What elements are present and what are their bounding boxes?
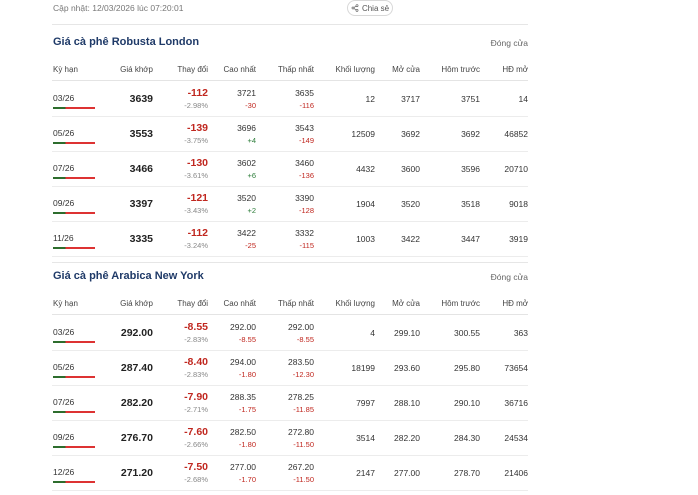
open-interest: 363 (513, 328, 528, 338)
low-price: 267.20 (288, 462, 314, 472)
matched-price: 3397 (129, 198, 153, 210)
previous-close: 3751 (461, 94, 480, 104)
column-header: Giá khớp (120, 65, 153, 74)
open-price: 288.10 (394, 398, 420, 408)
matched-price: 276.70 (120, 432, 153, 444)
high-price: 288.35 (230, 392, 256, 402)
price-change: -7.60 (184, 426, 208, 438)
table-row (52, 116, 528, 152)
arabica-new-york-section (52, 264, 528, 495)
section-title: Giá cà phê Robusta London (53, 36, 200, 48)
price-change-percent: -2.68% (184, 475, 208, 484)
range-bar (53, 107, 95, 109)
contract-term: 05/26 (53, 362, 75, 372)
matched-price: 292.00 (120, 327, 153, 339)
table-row (52, 151, 528, 187)
updated-timestamp: Cập nhật: 12/03/2026 lúc 07:20:01 (53, 3, 184, 13)
volume: 12509 (351, 129, 375, 139)
matched-price: 3553 (129, 128, 153, 140)
contract-term: 05/26 (53, 128, 75, 138)
section-title: Giá cà phê Arabica New York (53, 270, 204, 282)
column-header: Thay đổi (177, 299, 208, 308)
high-price: 292.00 (230, 322, 256, 332)
volume: 18199 (351, 363, 375, 373)
price-change-percent: -2.71% (184, 405, 208, 414)
column-header: Cao nhất (223, 65, 256, 74)
open-interest: 24534 (504, 433, 528, 443)
share-button[interactable] (347, 0, 393, 16)
matched-price: 282.20 (120, 397, 153, 409)
high-price: 294.00 (230, 357, 256, 367)
table-row (52, 186, 528, 222)
low-change: -11.50 (293, 440, 314, 449)
range-bar (53, 376, 95, 378)
divider (52, 262, 528, 263)
column-header: Kỳ hạn (53, 65, 78, 74)
table-row (52, 315, 528, 351)
share-label: Chia sẻ (361, 3, 390, 13)
high-change: -30 (245, 101, 256, 110)
price-change: -139 (186, 122, 208, 134)
high-price: 3602 (237, 158, 256, 168)
table-header (52, 58, 528, 81)
low-price: 278.25 (288, 392, 314, 402)
column-header: Hôm trước (441, 65, 480, 74)
high-price: 277.00 (230, 462, 256, 472)
column-header: Hôm trước (441, 299, 480, 308)
volume: 7997 (356, 398, 375, 408)
volume: 12 (365, 94, 375, 104)
low-change: -12.30 (292, 370, 314, 379)
high-price: 3721 (237, 88, 256, 98)
open-interest: 46852 (504, 129, 528, 139)
price-change-percent: -2.98% (184, 101, 208, 110)
price-change-percent: -3.61% (184, 171, 208, 180)
range-bar (53, 411, 95, 413)
top-bar (0, 0, 698, 18)
open-price: 299.10 (394, 328, 420, 338)
range-bar (53, 341, 95, 343)
price-change: -112 (187, 227, 208, 239)
divider (52, 24, 528, 25)
price-change-percent: -3.24% (184, 241, 208, 250)
low-price: 3543 (295, 123, 314, 133)
column-header: Thay đổi (177, 65, 208, 74)
low-change: -128 (298, 206, 314, 215)
open-price: 3717 (401, 94, 420, 104)
volume: 4 (370, 328, 375, 338)
column-header: Giá khớp (120, 299, 153, 308)
price-change-percent: -2.83% (184, 335, 208, 344)
low-change: -136 (298, 171, 314, 180)
high-price: 3422 (237, 228, 256, 238)
range-bar (53, 142, 95, 144)
column-header: Mở cửa (392, 299, 420, 308)
low-price: 283.50 (288, 357, 314, 367)
low-change: -115 (299, 241, 314, 250)
price-change: -130 (186, 157, 208, 169)
low-price: 3390 (295, 193, 314, 203)
contract-term: 12/26 (53, 467, 75, 477)
matched-price: 3639 (129, 93, 153, 105)
table-row (52, 385, 528, 421)
high-price: 3696 (237, 123, 256, 133)
open-interest: 36716 (504, 398, 528, 408)
range-bar (53, 247, 95, 249)
open-price: 3520 (401, 199, 420, 209)
matched-price: 287.40 (120, 362, 153, 374)
matched-price: 3335 (129, 233, 153, 245)
table-row (52, 221, 528, 257)
open-price: 282.20 (394, 433, 420, 443)
range-bar (53, 177, 95, 179)
high-change: -1.80 (238, 370, 256, 379)
matched-price: 271.20 (120, 467, 153, 479)
low-change: -8.55 (296, 335, 314, 344)
contract-term: 03/26 (53, 327, 75, 337)
table-row (52, 81, 528, 117)
high-change: +6 (247, 171, 256, 180)
range-bar (53, 481, 95, 483)
matched-price: 3466 (129, 163, 153, 175)
column-header: Kỳ hạn (53, 299, 78, 308)
contract-term: 09/26 (53, 198, 75, 208)
market-status: Đóng cửa (490, 272, 528, 282)
volume: 3514 (356, 433, 375, 443)
low-price: 3460 (295, 158, 314, 168)
previous-close: 290.10 (454, 398, 480, 408)
price-change: -112 (187, 87, 208, 99)
low-price: 3635 (295, 88, 314, 98)
market-status: Đóng cửa (490, 38, 528, 48)
contract-term: 07/26 (53, 397, 75, 407)
volume: 1003 (356, 234, 375, 244)
low-change: -116 (299, 101, 314, 110)
high-price: 282.50 (230, 427, 256, 437)
low-price: 272.80 (288, 427, 314, 437)
open-price: 3692 (401, 129, 420, 139)
contract-term: 09/26 (53, 432, 75, 442)
high-change: -1.75 (238, 405, 256, 414)
column-header: Mở cửa (392, 65, 420, 74)
previous-close: 3518 (461, 199, 480, 209)
share-icon (351, 4, 359, 12)
previous-close: 3447 (461, 234, 480, 244)
column-header: Thấp nhất (277, 299, 314, 308)
contract-term: 03/26 (53, 93, 75, 103)
low-change: -11.85 (293, 405, 314, 414)
high-change: -25 (245, 241, 256, 250)
column-header: Cao nhất (223, 299, 256, 308)
price-change: -121 (186, 192, 208, 204)
contract-term: 11/26 (53, 233, 74, 243)
open-interest: 21406 (504, 468, 528, 478)
high-change: +2 (247, 206, 256, 215)
open-interest: 14 (518, 94, 528, 104)
price-change-percent: -2.66% (184, 440, 208, 449)
previous-close: 295.80 (454, 363, 480, 373)
open-interest: 20710 (504, 164, 528, 174)
previous-close: 278.70 (454, 468, 480, 478)
open-price: 3600 (401, 164, 420, 174)
price-change: -8.40 (184, 356, 208, 368)
previous-close: 3596 (461, 164, 480, 174)
volume: 4432 (356, 164, 375, 174)
column-header: Thấp nhất (277, 65, 314, 74)
robusta-london-section (52, 30, 528, 255)
previous-close: 284.30 (454, 433, 480, 443)
open-price: 277.00 (394, 468, 420, 478)
high-change: -8.55 (238, 335, 256, 344)
volume: 1904 (356, 199, 375, 209)
open-price: 3422 (401, 234, 420, 244)
high-change: -1.70 (238, 475, 256, 484)
range-bar (53, 212, 95, 214)
price-change: -7.90 (184, 391, 208, 403)
low-change: -149 (298, 136, 314, 145)
high-change: -1.80 (238, 440, 256, 449)
open-interest: 3919 (509, 234, 528, 244)
open-interest: 9018 (509, 199, 528, 209)
open-interest: 73654 (504, 363, 528, 373)
table-row (52, 420, 528, 456)
range-bar (53, 446, 95, 448)
price-change: -8.55 (184, 321, 208, 333)
price-change-percent: -2.83% (184, 370, 208, 379)
previous-close: 3692 (461, 129, 480, 139)
column-header: HĐ mở (502, 299, 528, 308)
previous-close: 300.55 (454, 328, 480, 338)
table-header (52, 292, 528, 315)
open-price: 293.60 (394, 363, 420, 373)
price-change-percent: -3.43% (184, 206, 208, 215)
price-change: -7.50 (184, 461, 208, 473)
low-price: 292.00 (288, 322, 314, 332)
volume: 2147 (356, 468, 375, 478)
column-header: Khối lượng (335, 299, 375, 308)
column-header: HĐ mở (502, 65, 528, 74)
low-change: -11.50 (293, 475, 314, 484)
price-change-percent: -3.75% (184, 136, 208, 145)
column-header: Khối lượng (335, 65, 375, 74)
low-price: 3332 (295, 228, 314, 238)
table-row (52, 350, 528, 386)
high-price: 3520 (237, 193, 256, 203)
high-change: +4 (247, 136, 256, 145)
table-row (52, 455, 528, 491)
contract-term: 07/26 (53, 163, 75, 173)
